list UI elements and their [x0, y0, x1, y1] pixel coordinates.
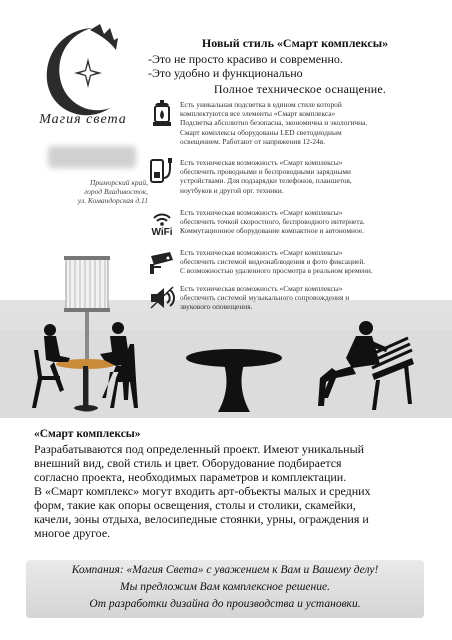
feature-text-line: звукового оповещения. [180, 302, 253, 312]
footer-line: От разработки дизайна до производства и установки. [89, 598, 361, 610]
feature-text-line: Есть техническая возможность «Смарт комплексы» [180, 284, 343, 293]
address-line: Приморский край, [89, 178, 148, 187]
body-line: Разрабатываются под определенный проект. Имеют уникальный [34, 442, 365, 456]
couple-silhouette-illustration [20, 320, 150, 415]
section-body [34, 442, 434, 540]
man-on-bench-illustration [312, 318, 416, 414]
feature-text-line: обеспечить проводными и беспроводными зарядными [180, 167, 351, 177]
feature-text-line: Есть уникальная подсветка в едином стиле которой [180, 100, 342, 109]
address-line: ул. Командорская д.11 [77, 196, 148, 205]
equipment-subtitle: Полное техническое оснащение. [213, 82, 387, 96]
blurred-contact [48, 146, 136, 168]
footer-line: Компания: «Магия Света» с уважением к Вам и Вашему делу! [71, 564, 379, 576]
round-table-illustration [184, 348, 284, 418]
feature-text-line: устройствами. Для подзарядки телефонов, планшетов, [180, 176, 352, 186]
body-line: внешний вид, свой стиль и цвет. Оборудование подбирается [34, 456, 342, 470]
security-camera-icon [148, 248, 176, 276]
feature-text-line: С возможностью удаленного просмотра в реальном времени. [180, 266, 373, 276]
feature-text-line: Есть техническая возможность «Смарт комплексы» [180, 158, 343, 167]
headline: Новый стиль «Смарт комплексы» [201, 36, 389, 50]
wifi-icon [148, 208, 176, 236]
feature-text-line: ноутбуков и другой орг. техники. [180, 185, 284, 195]
section-title: «Смарт комплексы» [34, 428, 141, 440]
headline-line: -Это удобно и функционально [148, 66, 303, 80]
brand-name: Магия света [39, 112, 127, 127]
headline-line: -Это не просто красиво и современно. [148, 52, 343, 66]
body-line: многое другое. [34, 526, 111, 540]
body-line: В «Смарт комплекс» могут входить арт-объекты малых и средних [34, 484, 371, 498]
speaker-sound-icon [148, 284, 176, 312]
address-line: город Владивосток, [84, 187, 148, 196]
body-line: качели, зоны отдыха, велосипедные стоянки, урны, ограждения и [34, 512, 369, 526]
feature-text-line: Смарт комплексы оборудованы LED светодиодным [180, 127, 342, 137]
footer-banner [26, 560, 424, 618]
lantern-icon [148, 100, 176, 128]
phone-charging-icon [148, 158, 176, 186]
feature-text-line: Есть техническая возможность «Смарт комплексы» [180, 208, 343, 217]
feature-text-line: обеспечить точкой скоростного, беспроводного интернета. [180, 217, 365, 227]
feature-text-line: освещением. Работают от напряжения 12-24в. [180, 136, 326, 146]
feature-text-line: Подсветка абсолютно безопасна, экономична и экологична. [180, 118, 368, 128]
wifi-label: WiFi [151, 227, 173, 236]
body-line: форм, такие как опоры освещения, столы и столики, скамейки, [34, 498, 356, 512]
feature-text-line: комплектуются все элементы «Смарт комплекса» [180, 109, 336, 119]
footer-line: Мы предложим Вам комплексное решение. [120, 581, 330, 593]
feature-text-line: обеспечить системой музыкального сопровождения и [180, 293, 350, 303]
feature-text-line: обеспечить системой видеонаблюдения и фото фиксацией. [180, 257, 366, 267]
address [14, 178, 148, 205]
body-line: согласно проекта, необходимых параметров и комплектации. [34, 470, 347, 484]
feature-text-line: Коммутационное оборудование компактное и автономное. [180, 226, 364, 236]
feature-text-line: Есть техническая возможность «Смарт комплексы» [180, 248, 343, 257]
